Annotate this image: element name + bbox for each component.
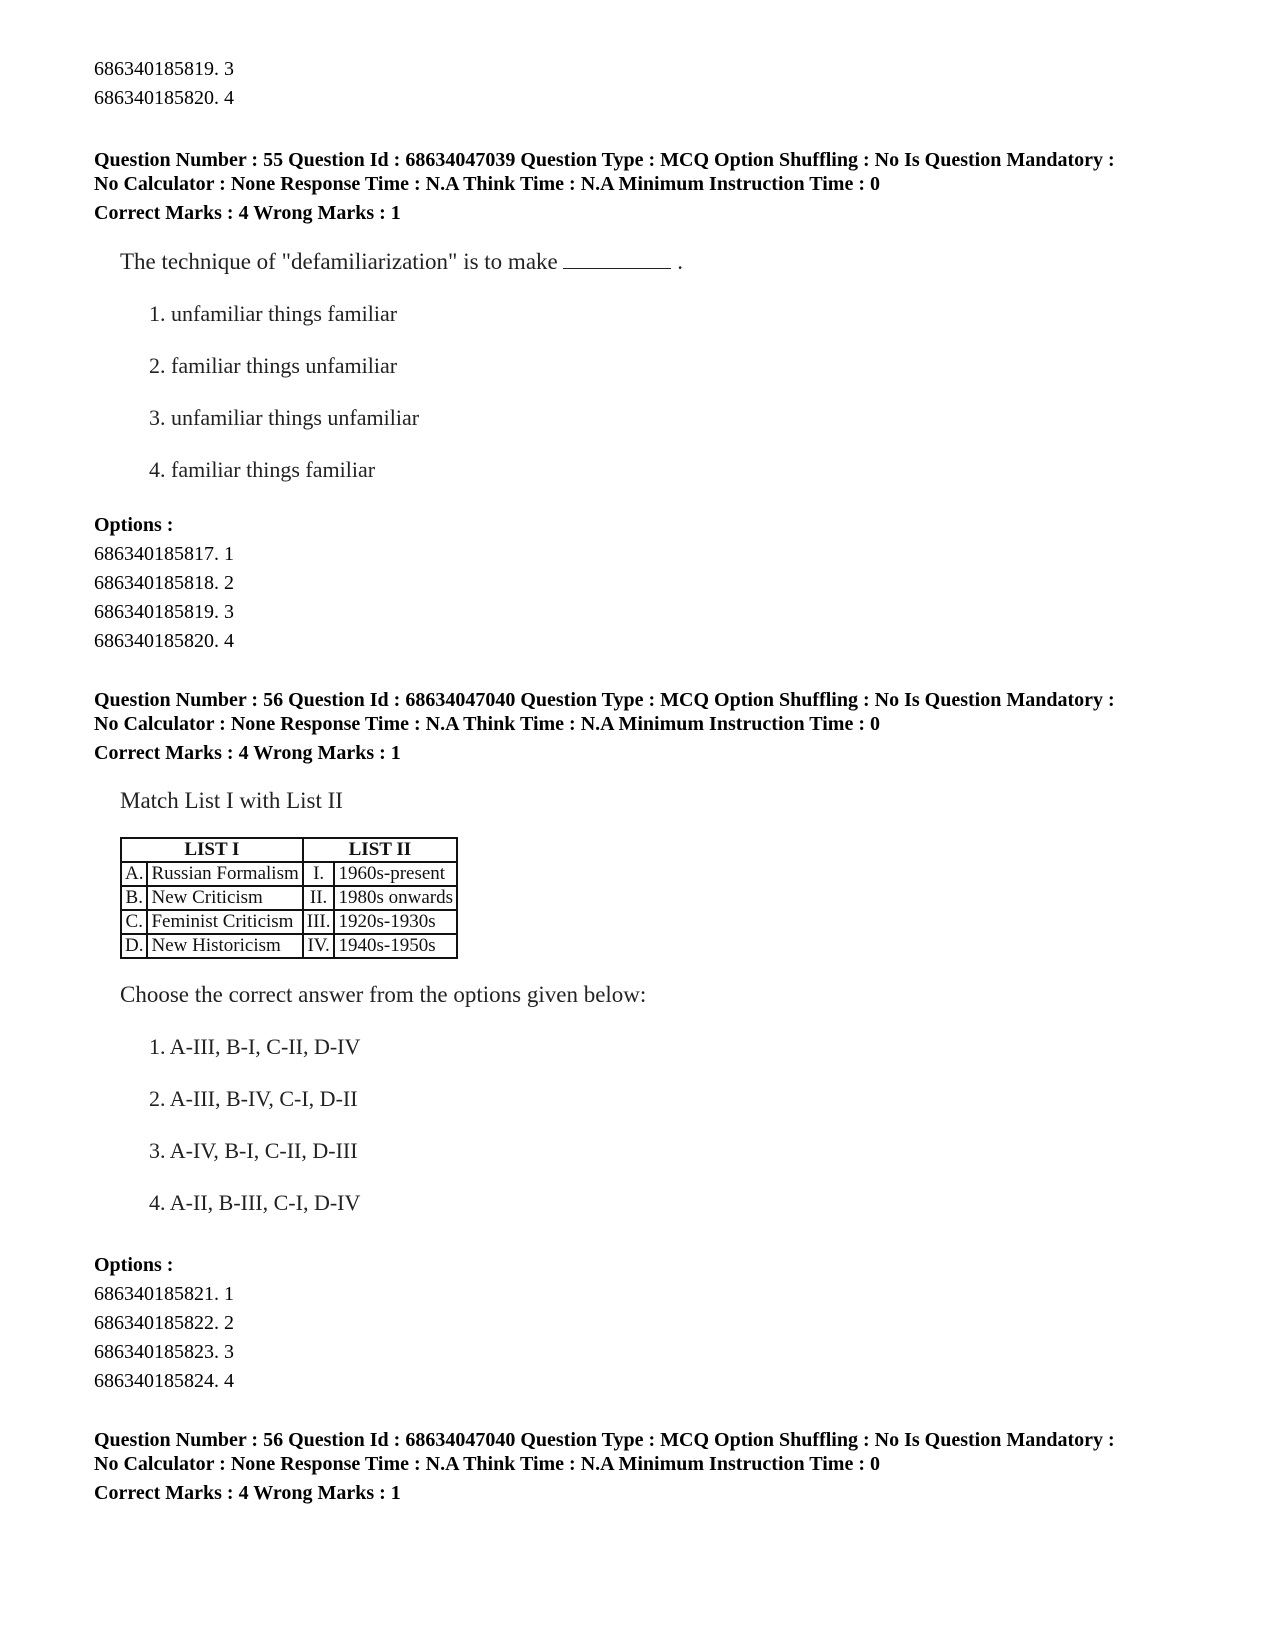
question-header-line1: Question Number : 56 Question Id : 68634047040 Question Type : MCQ Option Shuffling : No Is Question Mandatory : xyxy=(94,689,1115,711)
question-55-options xyxy=(94,511,234,656)
question-text-after-blank: . xyxy=(677,249,683,274)
question-text xyxy=(120,248,683,276)
question-55-content xyxy=(94,248,683,484)
list1-header: LIST I xyxy=(121,838,303,862)
list2-key: I. xyxy=(303,862,335,886)
list2-key: II. xyxy=(303,886,335,910)
option-line: 686340185820. 4 xyxy=(94,630,234,652)
table-row xyxy=(121,934,457,958)
question-header-line1: Question Number : 56 Question Id : 68634047040 Question Type : MCQ Option Shuffling : No Is Question Mandatory : xyxy=(94,1429,1115,1451)
question-marks: Correct Marks : 4 Wrong Marks : 1 xyxy=(94,202,401,224)
list2-value: 1940s-1950s xyxy=(334,934,457,958)
option-line: 686340185817. 1 xyxy=(94,543,234,565)
question-header-line1: Question Number : 55 Question Id : 68634047039 Question Type : MCQ Option Shuffling : No Is Question Mandatory : xyxy=(94,149,1115,171)
list2-value: 1980s onwards xyxy=(334,886,457,910)
question-text-before-blank: The technique of "defamiliarization" is to make xyxy=(120,249,558,274)
answer-blank xyxy=(563,250,671,269)
question-header-line2: No Calculator : None Response Time : N.A Think Time : N.A Minimum Instruction Time : 0 xyxy=(94,1453,880,1475)
list1-value: Russian Formalism xyxy=(147,862,302,886)
question-56-content xyxy=(94,787,646,1217)
list2-key: IV. xyxy=(303,934,335,958)
list2-value: 1920s-1930s xyxy=(334,910,457,934)
list1-key: D. xyxy=(121,934,147,958)
list2-key: III. xyxy=(303,910,335,934)
question-55-block xyxy=(94,148,1204,225)
option-line: 686340185821. 1 xyxy=(94,1283,234,1305)
choice-item: 4. familiar things familiar xyxy=(149,457,376,482)
options-label: Options : xyxy=(94,1254,174,1276)
option-line: 686340185818. 2 xyxy=(94,572,234,594)
question-marks: Correct Marks : 4 Wrong Marks : 1 xyxy=(94,1482,401,1504)
list1-key: A. xyxy=(121,862,147,886)
list1-value: New Historicism xyxy=(147,934,302,958)
match-table-header xyxy=(121,838,457,862)
table-row xyxy=(121,886,457,910)
option-line: 686340185820. 4 xyxy=(94,87,234,109)
option-line: 686340185824. 4 xyxy=(94,1370,234,1392)
match-table xyxy=(120,837,458,959)
question-marks: Correct Marks : 4 Wrong Marks : 1 xyxy=(94,742,401,764)
list1-value: Feminist Criticism xyxy=(147,910,302,934)
option-line: 686340185822. 2 xyxy=(94,1312,234,1334)
options-label: Options : xyxy=(94,514,174,536)
list1-key: C. xyxy=(121,910,147,934)
choice-item: 2. A-III, B-IV, C-I, D-II xyxy=(149,1086,358,1111)
list1-value: New Criticism xyxy=(147,886,302,910)
question-header-line2: No Calculator : None Response Time : N.A Think Time : N.A Minimum Instruction Time : 0 xyxy=(94,173,880,195)
option-line: 686340185823. 3 xyxy=(94,1341,234,1363)
option-line: 686340185819. 3 xyxy=(94,601,234,623)
choice-item: 4. A-II, B-III, C-I, D-IV xyxy=(149,1190,361,1215)
list1-key: B. xyxy=(121,886,147,910)
question-56-block xyxy=(94,688,1204,765)
question-intro: Match List I with List II xyxy=(120,788,343,813)
table-row xyxy=(121,910,457,934)
choice-item: 1. A-III, B-I, C-II, D-IV xyxy=(149,1034,361,1059)
question-header-line2: No Calculator : None Response Time : N.A Think Time : N.A Minimum Instruction Time : 0 xyxy=(94,713,880,735)
question-56-repeat-block xyxy=(94,1428,1204,1505)
choice-item: 3. unfamiliar things unfamiliar xyxy=(149,405,420,430)
question-56-options xyxy=(94,1251,234,1396)
option-line: 686340185819. 3 xyxy=(94,58,234,80)
question-prompt: Choose the correct answer from the options given below: xyxy=(120,982,647,1007)
choice-item: 1. unfamiliar things familiar xyxy=(149,301,398,326)
choice-item: 3. A-IV, B-I, C-II, D-III xyxy=(149,1138,358,1163)
list2-header: LIST II xyxy=(303,838,457,862)
list2-value: 1960s-present xyxy=(334,862,457,886)
choice-item: 2. familiar things unfamiliar xyxy=(149,353,398,378)
table-row xyxy=(121,862,457,886)
top-options-list xyxy=(94,55,234,113)
